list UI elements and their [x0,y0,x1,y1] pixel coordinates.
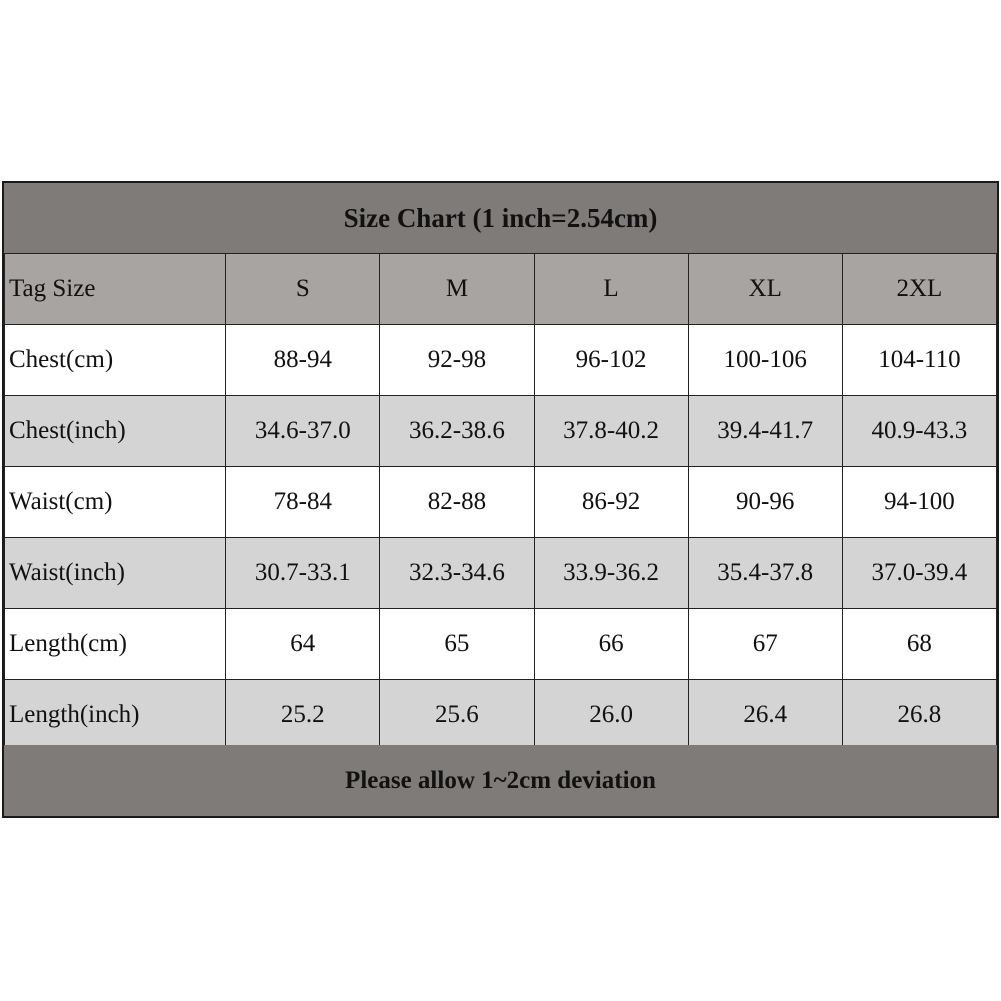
table-cell: 37.8-40.2 [534,396,688,467]
table-row [5,396,997,467]
table-cell: 68 [842,609,996,680]
table-cell: 26.4 [688,680,842,751]
size-header-s: S [226,254,380,325]
table-cell: 35.4-37.8 [688,538,842,609]
table-cell: 64 [226,609,380,680]
table-row [5,325,997,396]
deviation-note: Please allow 1~2cm deviation [4,745,997,816]
size-header-m: M [380,254,534,325]
size-header-l: L [534,254,688,325]
table-cell: 94-100 [842,467,996,538]
table-cell: 67 [688,609,842,680]
table-cell: 30.7-33.1 [226,538,380,609]
table-row [5,538,997,609]
row-label: Chest(cm) [5,325,226,396]
table-cell: 25.2 [226,680,380,751]
row-label: Chest(inch) [5,396,226,467]
table-row [5,680,997,751]
table-cell: 26.8 [842,680,996,751]
row-label: Length(cm) [5,609,226,680]
header-label: Tag Size [5,254,226,325]
table-cell: 92-98 [380,325,534,396]
table-cell: 78-84 [226,467,380,538]
header-row [5,254,997,325]
table-cell: 88-94 [226,325,380,396]
table-cell: 96-102 [534,325,688,396]
table-cell: 104-110 [842,325,996,396]
size-header-xl: XL [688,254,842,325]
table-cell: 40.9-43.3 [842,396,996,467]
table-cell: 37.0-39.4 [842,538,996,609]
size-header-2xl: 2XL [842,254,996,325]
table-cell: 33.9-36.2 [534,538,688,609]
table-cell: 82-88 [380,467,534,538]
table-cell: 34.6-37.0 [226,396,380,467]
table-row [5,467,997,538]
row-label: Waist(cm) [5,467,226,538]
row-label: Length(inch) [5,680,226,751]
table-cell: 36.2-38.6 [380,396,534,467]
table-cell: 32.3-34.6 [380,538,534,609]
table-cell: 39.4-41.7 [688,396,842,467]
row-label: Waist(inch) [5,538,226,609]
table-cell: 90-96 [688,467,842,538]
table-cell: 86-92 [534,467,688,538]
table-cell: 65 [380,609,534,680]
table-cell: 66 [534,609,688,680]
size-chart [2,181,999,818]
size-table [4,253,997,751]
table-row [5,609,997,680]
table-cell: 26.0 [534,680,688,751]
chart-title: Size Chart (1 inch=2.54cm) [4,183,997,253]
table-cell: 25.6 [380,680,534,751]
table-cell: 100-106 [688,325,842,396]
